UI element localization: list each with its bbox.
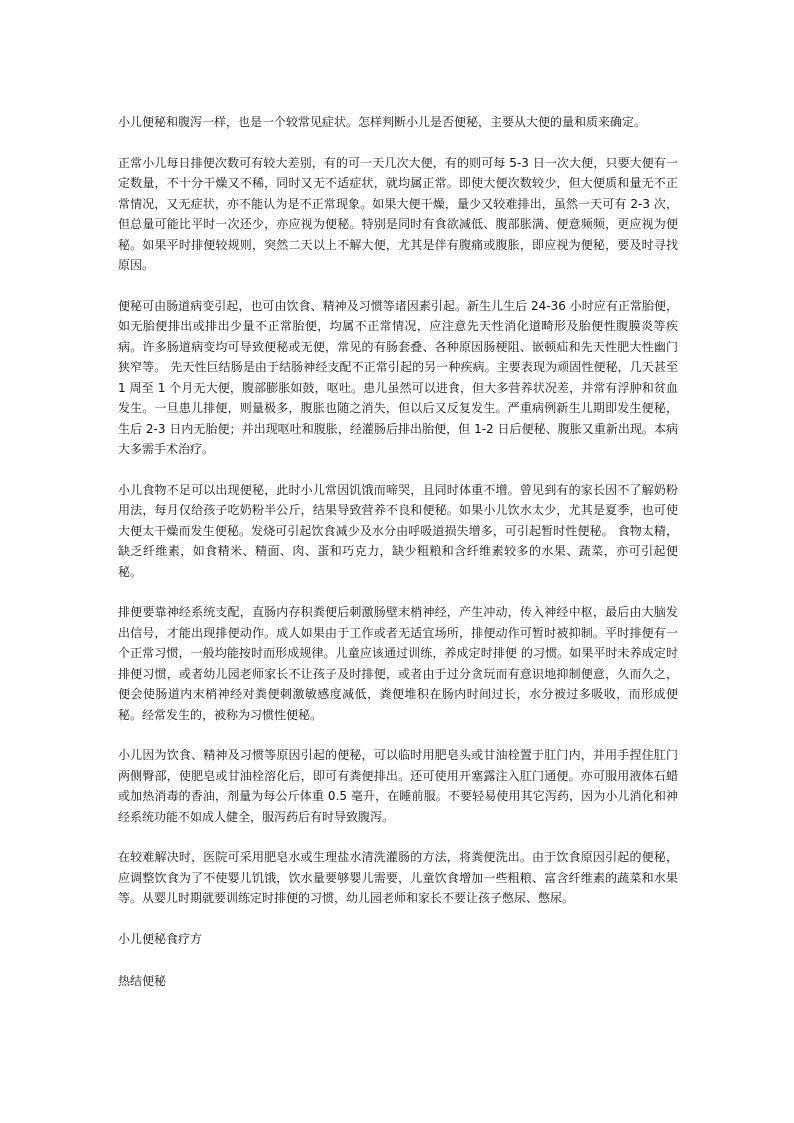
paragraph-nervous-system: 排便要靠神经系统支配，直肠内存积粪便后刺激肠壁末梢神经，产生冲动，传入神经中枢，最后由大脑发出信号，才能出现排便动作。成人如果由于工作或者无适宜场所，排便动作可暂时被抑制。平时排便有一个正常习惯，一般均能按时而形成规律。儿童应该通过训练，养成定时排便 的习惯。如果平时未养成定时排便习惯，或者幼儿园老师家长不让孩子及时排便，或者由于过分贪玩而有意识地抑制便意，久而久之，便会使肠道内末梢神经对粪便刺激敏感度减低，粪便堆积在肠内时间过长，水分被过多吸收，而形成便秘。经常发生的，被称为习惯性便秘。: [118, 605, 678, 722]
paragraph-normal-frequency: 正常小儿每日排便次数可有较大差别，有的可一天几次大便，有的则可每 5-3 日一次大便，只要大便有一定数量，不十分干燥又不稀，同时又无不适症状，就均属正常。即使大便次数较少，但大便质和量无不正常情况，又无症状，亦不能认为是不正常现象。如果大便干燥，量少又较难排出，虽然一天可有 2-3 次，但总量可能比平时一次还少，亦应视为便秘。特别是同时有食欲减低、腹部胀满、便意频频，更应视为便秘。如果平时排便较规则，突然二天以上不解大便，尤其是伴有腹痛或腹胀，即应视为便秘，要及时寻找原因。: [118, 155, 678, 272]
section-heading-diet: 小儿便秘食疗方: [118, 931, 203, 946]
document-page: [118, 112, 678, 1014]
paragraph-intro: 小儿便秘和腹泻一样，也是一个较常见症状。怎样判断小儿是否便秘，主要从大便的量和质来确定。: [118, 115, 647, 129]
paragraph-hospital: 在较难解决时，医院可采用肥皂水或生理盐水清洗灌肠的方法，将粪便洗出。由于饮食原因引起的便秘，应调整饮食为了不使婴儿饥饿，饮水量要够婴儿需要，儿童饮食增加一些粗粮、富含纤维素的蔬菜和水果等。从婴儿时期就要训练定时排便的习惯，幼儿园老师和家长不要让孩子憋尿、憋尿。: [118, 850, 678, 905]
paragraph-treatment: 小儿因为饮食、精神及习惯等原因引起的便秘，可以临时用肥皂头或甘油栓置于肛门内，并用手捏住肛门两侧臀部，使肥皂或甘油栓溶化后，即可有粪便排出。还可使用开塞露注入肛门通便。亦可服用液体石蜡或加热消毒的香油，剂量为每公斤体重 0.5 毫升，在睡前服。不要轻易使用其它泻药，因为小儿消化和神经系统功能不如成人健全，服泻药后有时导致腹泻。: [118, 748, 678, 824]
paragraph-causes: 便秘可由肠道病变引起，也可由饮食、精神及习惯等诸因素引起。新生儿生后 24-36 小时应有正常胎便，如无胎便排出或排出少量不正常胎便，均属不正常情况，应注意先天性消化道畸形及胎便性腹膜炎等疾病。许多肠道病变均可导致便秘或无便，常见的有肠套叠、各种原因肠梗阻、嵌顿疝和先天性肥大性幽门狭窄等。 先天性巨结肠是由于结肠神经支配不正常引起的另一种疾病。主要表现为顽固性便秘，几天甚至 1 周至 1 个月无大便，腹部膨胀如鼓，呕吐。患儿虽然可以进食，但大多营养状况差，并常有浮肿和贫血发生。一旦患儿排便，则量极多，腹胀也随之消失，但以后又反复发生。严重病例新生儿期即发生便秘，生后 2-3 日内无胎便；并出现呕吐和腹胀，经灌肠后排出胎便，但 1-2 日后便秘、腹胀又重新出现。本病大多需手术治疗。: [118, 298, 678, 456]
paragraph-food-shortage: 小儿食物不足可以出现便秘，此时小儿常因饥饿而啼哭，且同时体重不增。曾见到有的家长因不了解奶粉用法，每月仅给孩子吃奶粉半公斤，结果导致营养不良和便秘。如果小儿饮水太少，尤其是夏季，也可使大便太干燥而发生便秘。发烧可引起饮食减少及水分由呼吸道损失增多，可引起暂时性便秘。 食物太精，缺乏纤维素，如食精米、精面、肉、蛋和巧克力，缺少粗粮和含纤维素较多的水果、蔬菜，亦可引起便秘。: [118, 482, 678, 579]
section-heading-heat: 热结便秘: [118, 974, 167, 988]
